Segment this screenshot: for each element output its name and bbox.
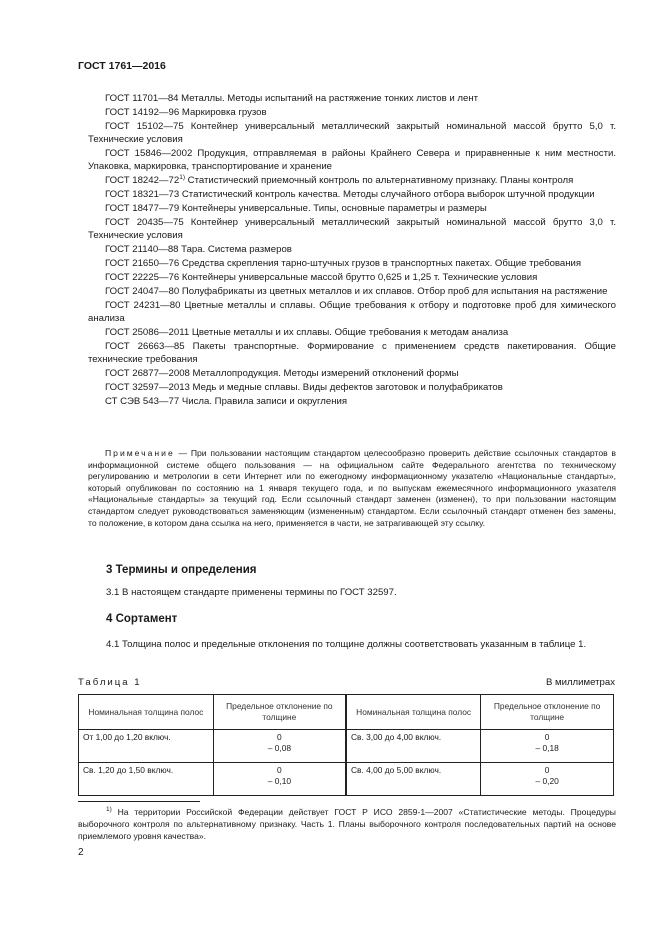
header-deviation: Предельное отклонение по толщине [213,695,346,730]
reference-item: ГОСТ 26877—2008 Металлопродукция. Методы измерений отклонений формы [105,368,459,379]
table-row [79,730,614,763]
nominal-cell: Св. 4,00 до 5,00 включ. [346,763,481,796]
reference-item: ГОСТ 20435—75 Контейнер универсальный металлический закрытый номинальной массой брутто 3,0 т. Технические условия [88,217,616,241]
deviation-upper: 0 [277,732,282,742]
deviation-upper: 0 [277,765,282,775]
reference-item: ГОСТ 18477—79 Контейнеры универсальные. Типы, основные параметры и размеры [105,203,487,214]
footnote-divider [78,801,200,802]
reference-item [88,174,616,187]
section-3-text: 3.1 В настоящем стандарте применены термины по ГОСТ 32597. [106,587,397,598]
reference-item: ГОСТ 21650—76 Средства скрепления тарно-штучных грузов в транспортных пакетах. Общие требования [105,258,582,269]
reference-item: ГОСТ 24047—80 Полуфабрикаты из цветных металлов и их сплавов. Отбор проб для испытания на растяжение [105,286,608,297]
deviation-cell [213,730,346,763]
note-block [88,448,616,529]
deviation-cell [481,730,614,763]
reference-item: ГОСТ 21140—88 Тара. Система размеров [105,244,292,255]
table-caption: Таблица 1 [78,677,142,688]
reference-item: ГОСТ 18321—73 Статистический контроль качества. Методы случайного отбора выборок штучной продукции [105,189,595,200]
header-deviation: Предельное отклонение по толщине [481,695,614,730]
table-header-row [79,695,614,730]
normative-references-list [88,92,616,409]
reference-item: ГОСТ 22225—76 Контейнеры универсальные массой брутто 0,625 и 1,25 т. Технические условия [105,272,538,283]
deviation-upper: 0 [544,765,550,775]
table-row [79,763,614,796]
reference-item: ГОСТ 15102—75 Контейнер универсальный металлический закрытый номинальной массой брутто 5,0 т. Технические условия [88,121,616,145]
footnote-text: На территории Российской Федерации действует ГОСТ Р ИСО 2859-1—2007 «Статистические методы. Процедуры выборочного контроля по альтернативному признаку. Часть 1. Планы выборочного контроля последовательных партий на основе приемлемого уровня качества». [78,807,616,841]
footnote-mark: 1) [106,806,112,813]
thickness-table [78,694,614,796]
reference-item: ГОСТ 24231—80 Цветные металлы и сплавы. Общие требования к отбору и подготовке проб для химического анализа [88,300,616,324]
footnote [78,806,616,842]
section-4-title: 4 Сортамент [106,613,178,625]
deviation-lower: – 0,10 [267,776,292,786]
reference-item: ГОСТ 11701—84 Металлы. Методы испытаний на растяжение тонких листов и лент [105,93,479,104]
reference-item: ГОСТ 32597—2013 Медь и медные сплавы. Виды дефектов заготовок и полуфабрикатов [105,382,503,393]
reference-item: ГОСТ 15846—2002 Продукция, отправляемая в районы Крайнего Севера и приравненные к ним местности. Упаковка, маркировка, транспортирование и хранение [88,148,616,172]
deviation-lower: – 0,20 [535,776,559,786]
deviation-cell [481,763,614,796]
reference-title: Статистический приемочный контроль по альтернативному признаку. Планы контроля [184,175,574,186]
deviation-cell [213,763,346,796]
deviation-lower: – 0,18 [535,743,559,753]
footnote-ref: 1) [179,174,185,181]
reference-item: СТ СЭВ 543—77 Числа. Правила записи и округления [105,396,348,407]
page-number: 2 [78,847,84,858]
header-nominal-thickness: Номинальная толщина полос [79,695,214,730]
table-units: В миллиметрах [545,677,615,688]
reference-code: ГОСТ 18242—72 [105,175,180,186]
deviation-upper: 0 [544,732,550,742]
note-text: — При пользовании настоящим стандартом целесообразно проверить действие ссылочных стандартов в информационной системе общего пользования — на официальном сайте Федерального агентства по техническому регулированию и метрологии в сети Интернет или по ежегодному информационному указателю «Национальные стандарты», который опубликован по состоянию на 1 января текущего года, и по выпускам ежемесячного информационного указателя «Национальные стандарты» за текущий год. Если ссылочный стандарт заменен (изменен), то при пользовании настоящим стандартом следует руководствоваться заменяющим (измененным) стандартом. Если ссылочный стандарт отменен без замены, то положение, в котором дана ссылка на него, применяется в части, не затрагивающей эту ссылку. [88,448,616,528]
reference-item: ГОСТ 25086—2011 Цветные металлы и их сплавы. Общие требования к методам анализа [105,327,509,338]
section-3-title: 3 Термины и определения [106,564,257,576]
reference-item: ГОСТ 26663—85 Пакеты транспортные. Формирование с применением средств пакетирования. Общие технические требования [88,341,616,365]
note-label: Примечание [105,448,175,458]
document-header: ГОСТ 1761—2016 [78,60,166,72]
section-4-text: 4.1 Толщина полос и предельные отклонения по толщине должны соответствовать указанным в таблице 1. [106,639,587,650]
header-nominal-thickness: Номинальная толщина полос [346,695,481,730]
nominal-cell: От 1,00 до 1,20 включ. [79,730,214,763]
nominal-cell: Св. 1,20 до 1,50 включ. [79,763,214,796]
deviation-lower: – 0,08 [267,743,292,753]
nominal-cell: Св. 3,00 до 4,00 включ. [346,730,481,763]
reference-item: ГОСТ 14192—96 Маркировка грузов [105,107,267,118]
